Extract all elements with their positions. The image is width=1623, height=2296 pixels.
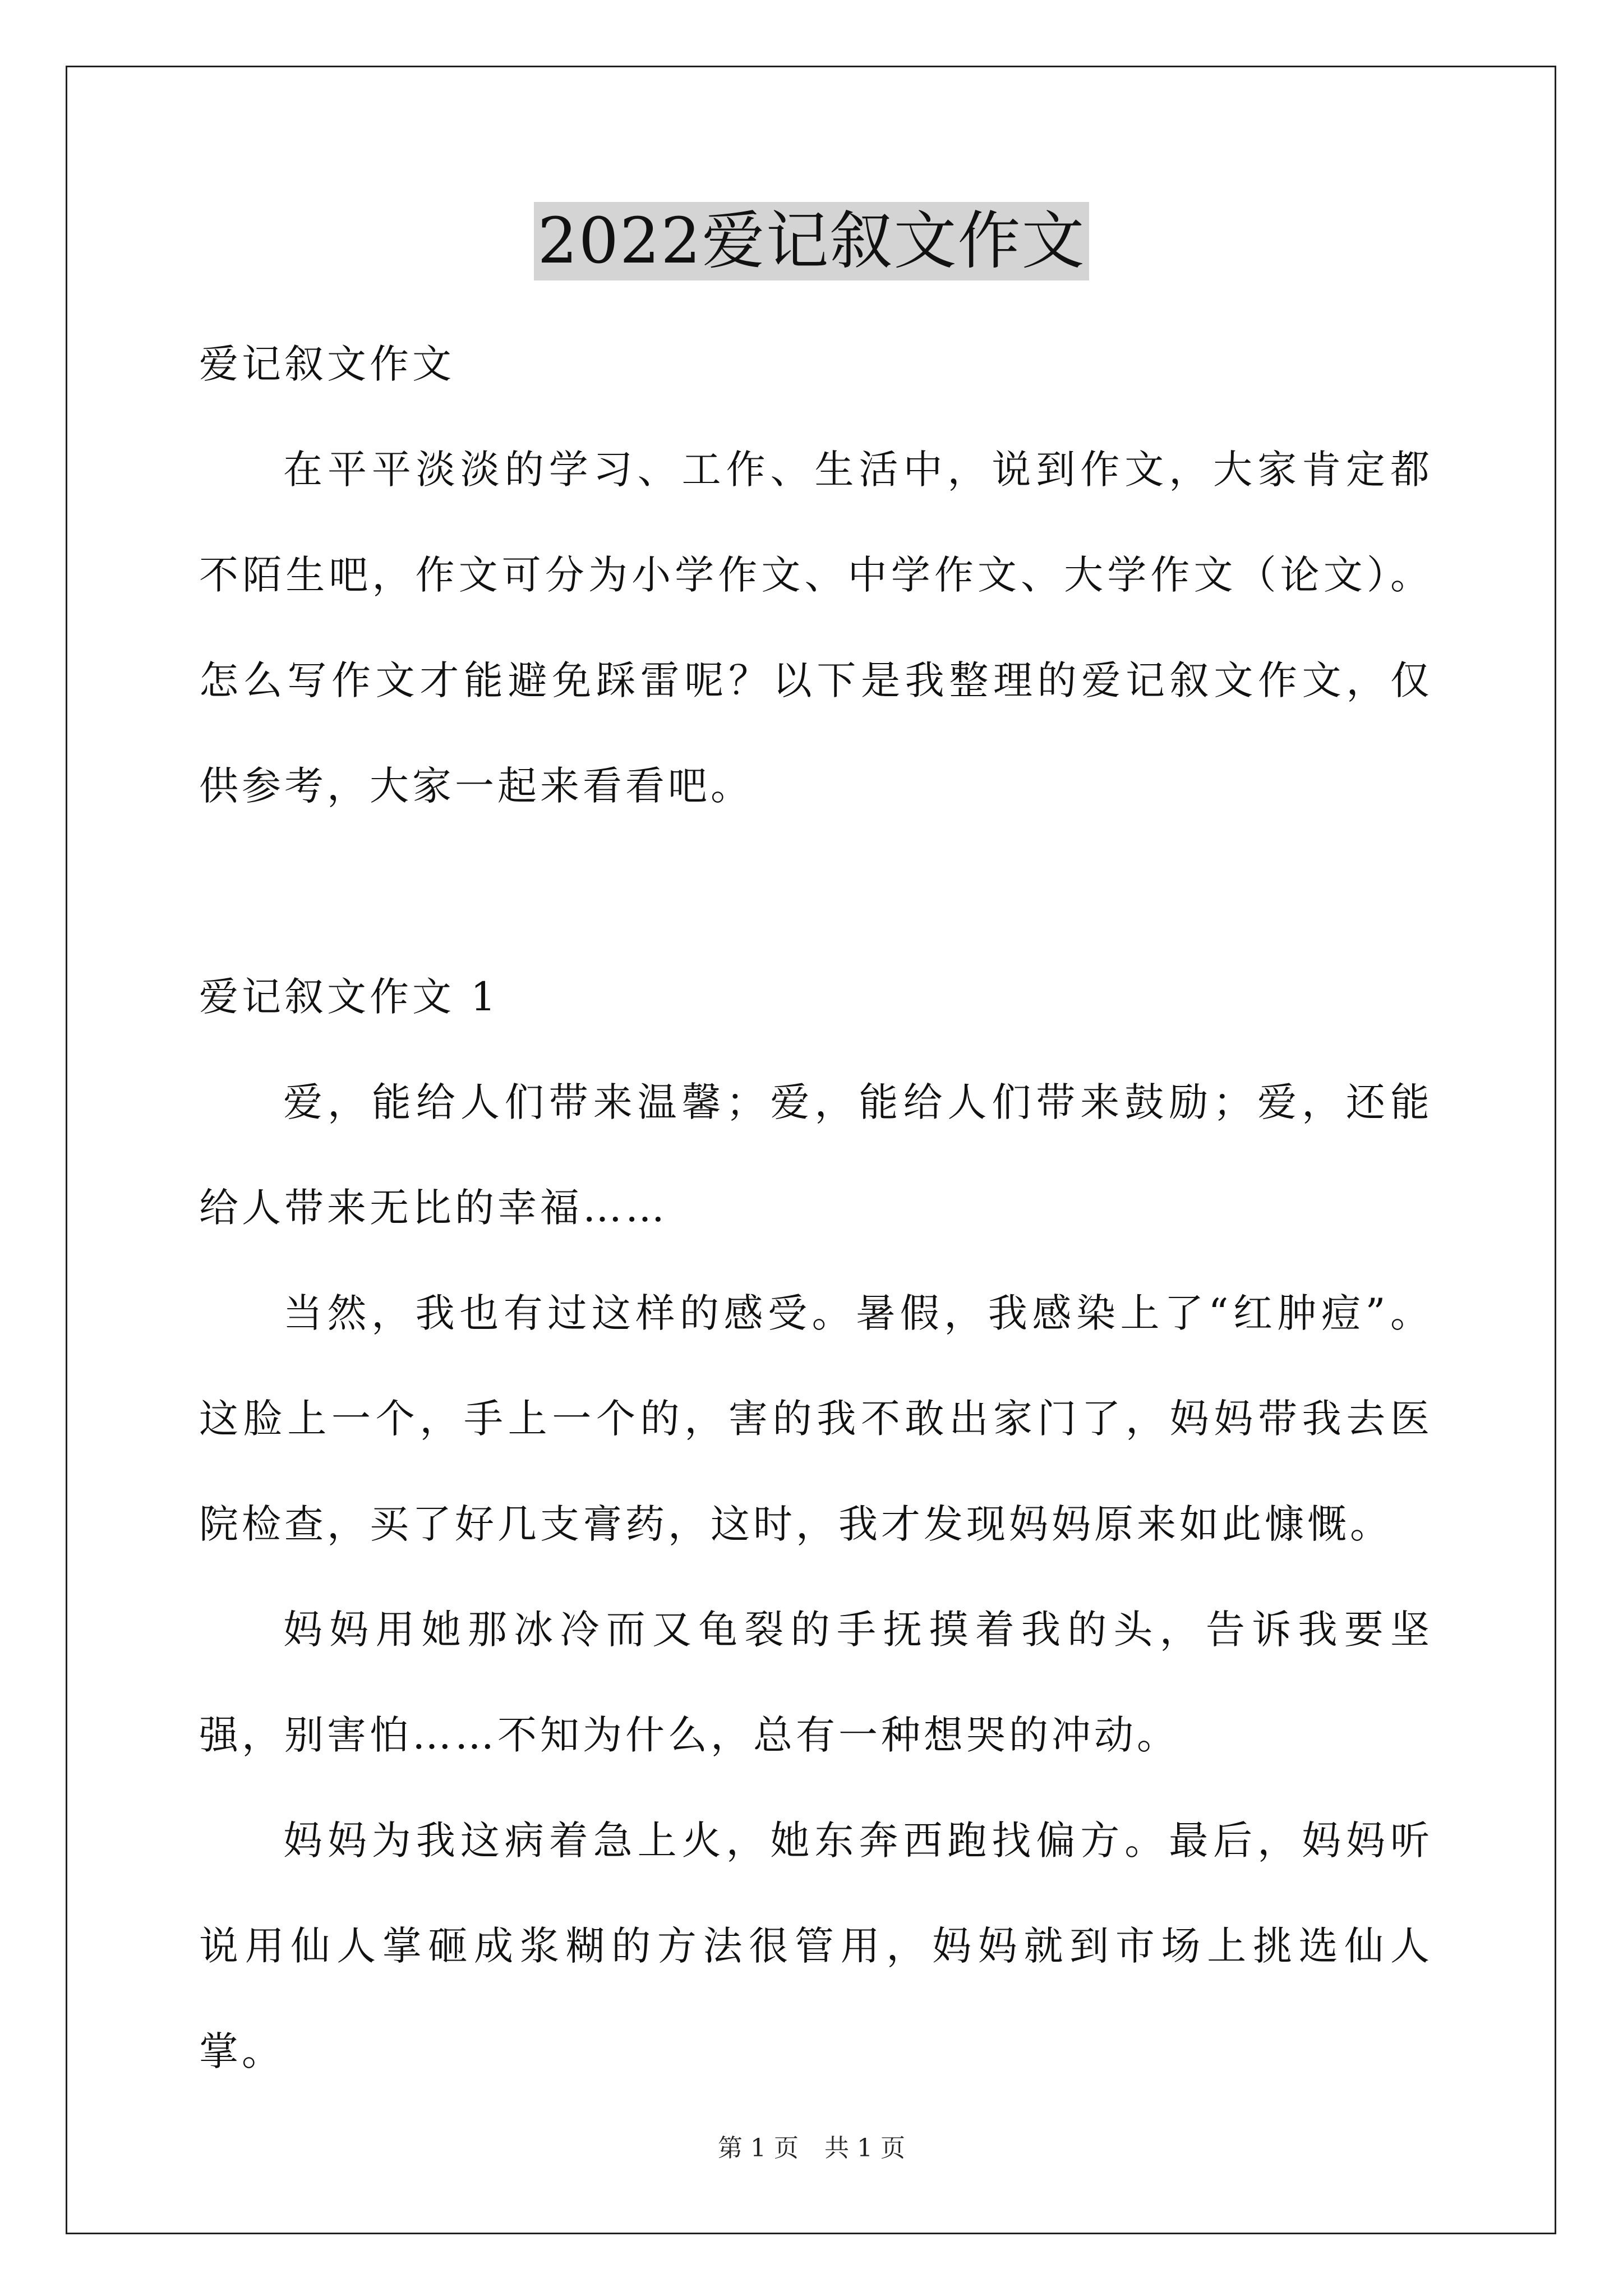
section-spacer <box>199 839 1433 944</box>
section1-heading: 爱记叙文作文 1 <box>199 974 499 1020</box>
intro-paragraph: 在平平淡淡的学习、工作、生活中，说到作文，大家肯定都不陌生吧，作文可分为小学作文、中学作文、大学作文（论文）。怎么写作文才能避免踩雷呢？以下是我整理的爱记叙文作文，仅供参考，大家一起来看看吧。 <box>199 447 1433 809</box>
section1-paragraph: 妈妈用她那冰冷而又龟裂的手抚摸着我的头，告诉我要坚强，别害怕……不知为什么，总有一种想哭的冲动。 <box>199 1607 1433 1758</box>
intro-heading: 爱记叙文作文 <box>199 341 455 387</box>
page-number: 第 1 页 <box>718 2134 799 2162</box>
document-title: 2022爱记叙文作文 <box>534 202 1089 280</box>
section1-paragraph: 妈妈为我这病着急上火，她东奔西跑找偏方。最后，妈妈听说用仙人掌砸成浆糊的方法很管用，妈妈就到市场上挑选仙人掌。 <box>199 1818 1433 2074</box>
page-footer <box>0 2132 1623 2165</box>
page-total: 共 1 页 <box>824 2134 905 2162</box>
title-container <box>0 202 1623 280</box>
document-body <box>199 311 1433 2104</box>
section1-paragraph: 爱，能给人们带来温馨；爱，能给人们带来鼓励；爱，还能给人带来无比的幸福…… <box>199 1079 1433 1231</box>
section1-paragraph: 当然，我也有过这样的感受。暑假，我感染上了“红肿痘”。这脸上一个，手上一个的，害的我不敢出家门了，妈妈带我去医院检查，买了好几支膏药，这时，我才发现妈妈原来如此慷慨。 <box>199 1290 1433 1547</box>
